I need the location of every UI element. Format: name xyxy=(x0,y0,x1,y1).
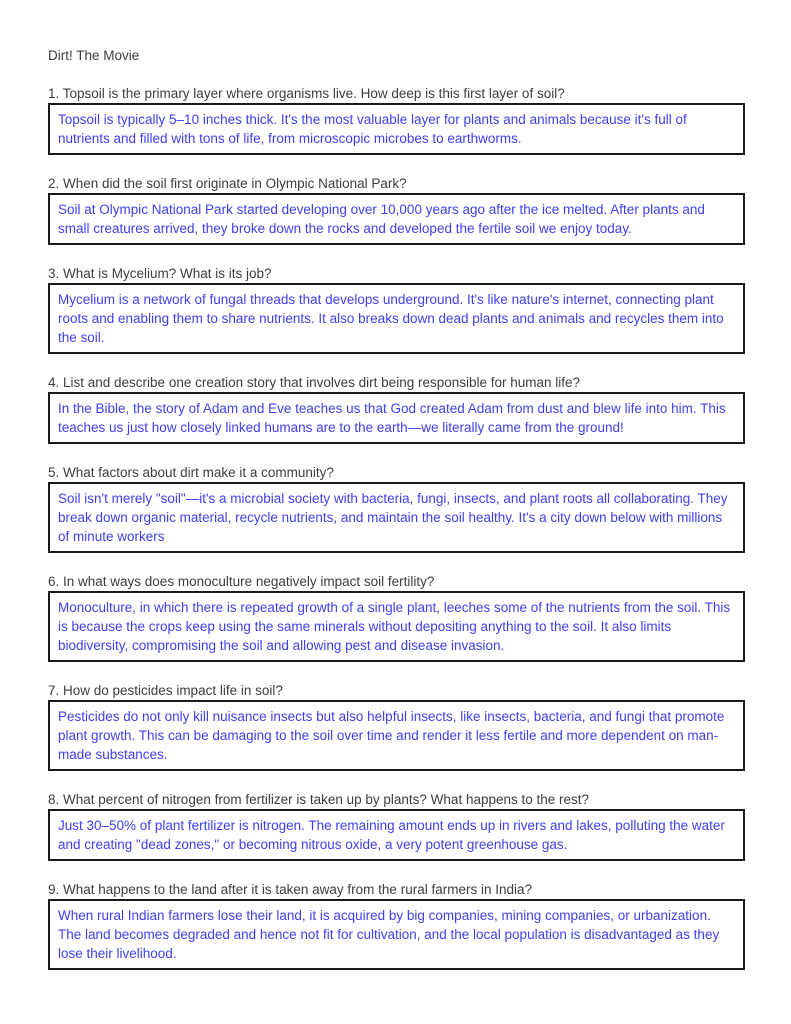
answer-box[interactable] xyxy=(48,899,745,970)
question-text: 3. What is Mycelium? What is its job? xyxy=(48,266,272,281)
question-text: 7. How do pesticides impact life in soil? xyxy=(48,683,283,698)
qa-section-4 xyxy=(48,375,745,444)
answer-box[interactable] xyxy=(48,103,745,155)
answer-text: Soil at Olympic National Park started developing over 10,000 years ago after the ice melted. After plants and small creatures arrived, they broke down the rocks and developed the fertile soil we enjoy today. xyxy=(58,202,705,236)
answer-box[interactable] xyxy=(48,482,745,553)
qa-section-3 xyxy=(48,266,745,354)
answer-text: Soil isn't merely "soil"—it's a microbial society with bacteria, fungi, insects, and plant roots all collaborating. They break down organic material, recycle nutrients, and maintain the soil healthy. It's a city down below with millions of minute workers xyxy=(58,491,728,544)
question-text: 1. Topsoil is the primary layer where organisms live. How deep is this first layer of soil? xyxy=(48,86,565,101)
answer-box[interactable] xyxy=(48,193,745,245)
answer-text: Just 30–50% of plant fertilizer is nitrogen. The remaining amount ends up in rivers and lakes, polluting the water and creating "dead zones," or becoming nitrous oxide, a very potent greenhouse gas. xyxy=(58,818,725,852)
answer-text: Topsoil is typically 5–10 inches thick. It's the most valuable layer for plants and animals because it's full of nutrients and filled with tons of life, from microscopic microbes to earthworms. xyxy=(58,112,687,146)
qa-section-2 xyxy=(48,176,745,245)
qa-section-9 xyxy=(48,882,745,970)
qa-section-1 xyxy=(48,86,745,155)
question-text: 2. When did the soil first originate in Olympic National Park? xyxy=(48,176,407,191)
question-text: 4. List and describe one creation story that involves dirt being responsible for human life? xyxy=(48,375,581,390)
answer-box[interactable] xyxy=(48,283,745,354)
qa-section-6 xyxy=(48,574,745,662)
answer-box[interactable] xyxy=(48,809,745,861)
question-text: 8. What percent of nitrogen from fertilizer is taken up by plants? What happens to the rest? xyxy=(48,792,590,807)
question-text: 9. What happens to the land after it is taken away from the rural farmers in India? xyxy=(48,882,532,897)
answer-box[interactable] xyxy=(48,392,745,444)
question-text: 5. What factors about dirt make it a community? xyxy=(48,465,334,480)
question-text: 6. In what ways does monoculture negatively impact soil fertility? xyxy=(48,574,435,589)
answer-text: Monoculture, in which there is repeated growth of a single plant, leeches some of the nutrients from the soil. This is because the crops keep using the same minerals without depositing anything to the soil. It also limits biodiversity, compromising the soil and allowing pest and disease invasion. xyxy=(58,600,731,653)
qa-section-8 xyxy=(48,792,745,861)
document-title: Dirt! The Movie xyxy=(48,48,140,63)
answer-text: Mycelium is a network of fungal threads that develops underground. It's like nature's internet, connecting plant roots and enabling them to share nutrients. It also breaks down dead plants and animals and recycles them into the soil. xyxy=(58,292,724,345)
answer-box[interactable] xyxy=(48,591,745,662)
answer-text: Pesticides do not only kill nuisance insects but also helpful insects, like insects, bacteria, and fungi that promote plant growth. This can be damaging to the soil over time and render it less fertile and more dependent on man-made substances. xyxy=(58,709,725,762)
answer-box[interactable] xyxy=(48,700,745,771)
answer-text: In the Bible, the story of Adam and Eve teaches us that God created Adam from dust and blew life into him. This teaches us just how closely linked humans are to the earth—we literally came from the ground! xyxy=(58,401,726,435)
answer-text: When rural Indian farmers lose their land, it is acquired by big companies, mining companies, or urbanization. The land becomes degraded and hence not fit for cultivation, and the local population is disadvantaged as they lose their livelihood. xyxy=(58,908,720,961)
qa-section-5 xyxy=(48,465,745,553)
qa-section-7 xyxy=(48,683,745,771)
